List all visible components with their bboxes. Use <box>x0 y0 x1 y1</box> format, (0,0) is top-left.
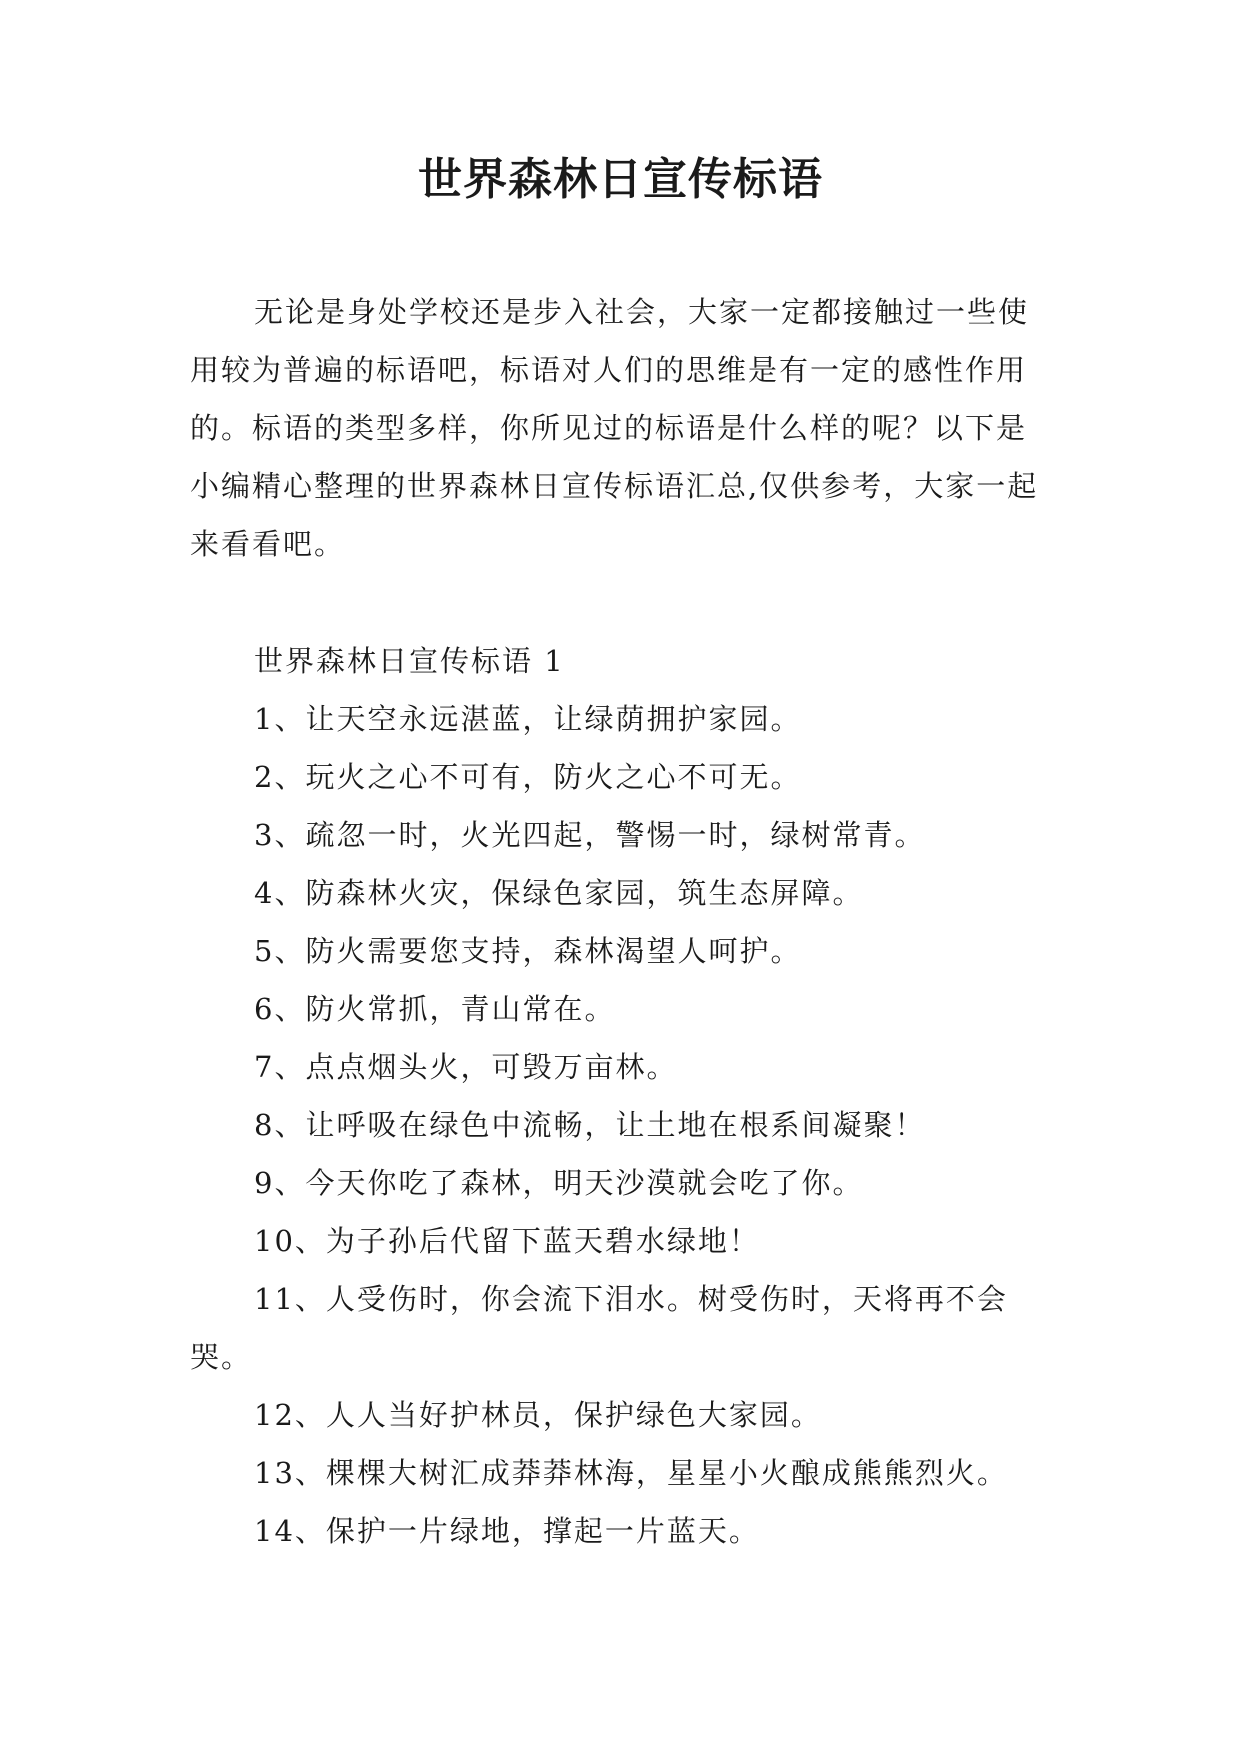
slogan-section <box>190 632 1070 1560</box>
slogan-item: 13、棵棵大树汇成莽莽林海，星星小火酿成熊熊烈火。 <box>254 1456 1008 1490</box>
intro-paragraph: 无论是身处学校还是步入社会，大家一定都接触过一些使用较为普遍的标语吧，标语对人们的思维是有一定的感性作用的。标语的类型多样，你所见过的标语是什么样的呢？以下是小编精心整理的世界森林日宣传标语汇总,仅供参考，大家一起来看看吧。 <box>190 295 1039 561</box>
slogan-item: 3、疏忽一时，火光四起，警惕一时，绿树常青。 <box>254 818 926 852</box>
slogan-item: 8、让呼吸在绿色中流畅，让土地在根系间凝聚！ <box>254 1108 926 1142</box>
slogan-item: 6、防火常抓，青山常在。 <box>254 992 616 1026</box>
slogan-item: 1、让天空永远湛蓝，让绿荫拥护家园。 <box>254 702 802 736</box>
section-heading: 世界森林日宣传标语 1 <box>254 644 565 678</box>
slogan-item: 7、点点烟头火，可毁万亩林。 <box>254 1050 678 1084</box>
slogan-list <box>190 690 1070 1560</box>
slogan-item: 4、防森林火灾，保绿色家园，筑生态屏障。 <box>254 876 864 910</box>
slogan-item: 12、人人当好护林员，保护绿色大家园。 <box>254 1398 822 1432</box>
slogan-item: 9、今天你吃了森林，明天沙漠就会吃了你。 <box>254 1166 864 1200</box>
slogan-item: 14、保护一片绿地，撑起一片蓝天。 <box>254 1514 760 1548</box>
slogan-item: 10、为子孙后代留下蓝天碧水绿地！ <box>254 1224 760 1258</box>
slogan-item: 2、玩火之心不可有，防火之心不可无。 <box>254 760 802 794</box>
slogan-item: 11、人受伤时，你会流下泪水。树受伤时，天将再不会哭。 <box>190 1282 1008 1374</box>
document-title: 世界森林日宣传标语 <box>418 154 823 205</box>
slogan-item: 5、防火需要您支持，森林渴望人呵护。 <box>254 934 802 968</box>
